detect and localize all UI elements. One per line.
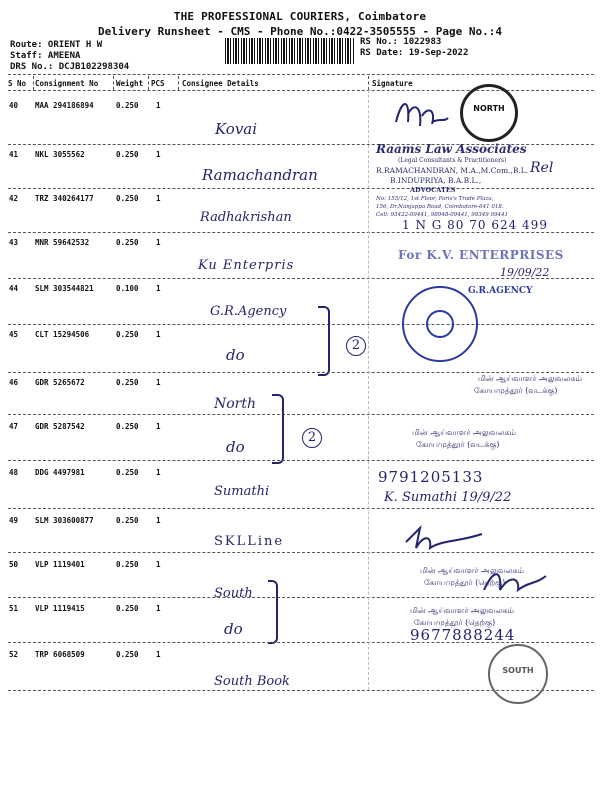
row-weight: 0.250 bbox=[116, 468, 139, 477]
law-firm-address1: No: 155/12, 1st Floor, Paris's Trade Plaza, bbox=[376, 196, 494, 202]
seal-emblem-icon bbox=[426, 310, 454, 338]
row-pcs: 1 bbox=[156, 150, 161, 159]
row-consignee: do bbox=[226, 346, 245, 364]
tamil-office-north-3: மின் ஆய்வாளர் அலுவலகம் bbox=[412, 428, 516, 437]
row-pcs: 1 bbox=[156, 604, 161, 613]
row-weight: 0.250 bbox=[116, 560, 139, 569]
row-pcs: 1 bbox=[156, 101, 161, 110]
row-weight: 0.250 bbox=[116, 604, 139, 613]
row-pcs: 1 bbox=[156, 284, 161, 293]
row-consignee: do bbox=[226, 438, 245, 456]
row-rule bbox=[8, 414, 594, 415]
tamil-office-north-1: மின் ஆய்வாளர் அலுவலகம் bbox=[478, 374, 582, 383]
col-pcs: PCS bbox=[151, 79, 165, 88]
row-consignee: South bbox=[214, 586, 253, 601]
drs-label: DRS No.: DCJB102298304 bbox=[10, 62, 130, 72]
row-rule bbox=[8, 232, 594, 233]
row-pcs: 1 bbox=[156, 378, 161, 387]
row-pcs: 1 bbox=[156, 422, 161, 431]
row-pcs: 1 bbox=[156, 560, 161, 569]
row-weight: 0.250 bbox=[116, 422, 139, 431]
barcode bbox=[225, 38, 355, 64]
row-consignment: GDR 5287542 bbox=[35, 422, 85, 431]
row-rule bbox=[8, 508, 594, 509]
rs-number: RS No.: 1022983 bbox=[360, 37, 442, 47]
row-rule bbox=[8, 188, 594, 189]
row-pcs: 1 bbox=[156, 330, 161, 339]
tamil-office-north-2: கோயமுத்தூர் (வடக்கு) bbox=[474, 386, 558, 395]
row-rule bbox=[8, 460, 594, 461]
col-weight: Weight bbox=[116, 79, 144, 88]
row-sno: 50 bbox=[9, 560, 19, 569]
signature-scribble: Rel bbox=[530, 160, 554, 176]
row-consignee: G.R.Agency bbox=[210, 304, 287, 319]
row-rule bbox=[8, 372, 594, 373]
row-consignment: TRZ 340264177 bbox=[35, 194, 94, 203]
row-sno: 49 bbox=[9, 516, 19, 525]
row-sno: 44 bbox=[9, 284, 19, 293]
law-firm-person1: R.RAMACHANDRAN, M.A.,M.Com.,B.L. bbox=[376, 166, 529, 175]
row-consignee: Kovai bbox=[215, 120, 258, 138]
row-pcs: 1 bbox=[156, 194, 161, 203]
row-consignment: MNR 59642532 bbox=[35, 238, 90, 247]
signature-scribble bbox=[402, 522, 492, 554]
col-divider bbox=[33, 76, 34, 90]
row-weight: 0.250 bbox=[116, 378, 139, 387]
tamil-office-north-4: கோயமுத்தூர் (வடக்கு) bbox=[416, 440, 500, 449]
col-divider bbox=[113, 76, 114, 90]
col-consignee: Consignee Details bbox=[182, 79, 259, 88]
table-top-rule bbox=[8, 74, 594, 75]
company-title: THE PROFESSIONAL COURIERS, Coimbatore bbox=[173, 10, 427, 23]
row-sno: 48 bbox=[9, 468, 19, 477]
grouping-bracket bbox=[272, 394, 284, 464]
handwritten-phone: 9791205133 bbox=[378, 468, 484, 486]
row-sno: 40 bbox=[9, 101, 19, 110]
row-sno: 43 bbox=[9, 238, 19, 247]
south-seal bbox=[488, 644, 548, 704]
staff-label: Staff: AMEENA bbox=[10, 51, 81, 61]
north-seal bbox=[460, 84, 518, 142]
grouping-bracket bbox=[318, 306, 330, 376]
col-divider bbox=[178, 76, 179, 90]
row-sno: 45 bbox=[9, 330, 19, 339]
col-signature: Signature bbox=[372, 79, 413, 88]
col-divider bbox=[368, 76, 369, 90]
row-consignment: SLM 303544821 bbox=[35, 284, 94, 293]
row-consignee: Sumathi bbox=[214, 484, 270, 499]
handwritten-phone: 9677888244 bbox=[410, 626, 516, 644]
law-firm-tagline: (Legal Consultants & Practitioners) bbox=[398, 157, 507, 164]
tamil-office-south-1: மின் ஆய்வாளர் அலுவலகம் bbox=[420, 566, 524, 575]
south-seal-label: SOUTH bbox=[502, 666, 534, 675]
tamil-office-south-3: மின் ஆய்வாளர் அலுவலகம் bbox=[410, 606, 514, 615]
row-sno: 51 bbox=[9, 604, 19, 613]
enterprises-stamp: For K.V. ENTERPRISES bbox=[398, 248, 564, 262]
law-firm-person2: B.INDUPRIYA, B.A.B.L., bbox=[390, 176, 482, 185]
count-annotation: 2 bbox=[346, 336, 366, 356]
law-firm-name: Raams Law Associates bbox=[376, 142, 527, 156]
row-consignment: SLM 303600877 bbox=[35, 516, 94, 525]
row-sno: 46 bbox=[9, 378, 19, 387]
handwritten-phone: 1 N G 80 70 624 499 bbox=[402, 218, 548, 232]
tamil-office-south-4: கோயமுத்தூர் (தெற்கு) bbox=[414, 618, 496, 627]
row-consignment: TRP 6068509 bbox=[35, 650, 85, 659]
row-rule bbox=[8, 552, 594, 553]
north-seal-label: NORTH bbox=[473, 104, 505, 113]
col-consignment: Consignment No bbox=[35, 79, 99, 88]
row-weight: 0.250 bbox=[116, 238, 139, 247]
signature-column-divider bbox=[368, 90, 369, 690]
row-consignment: GDR 5265672 bbox=[35, 378, 85, 387]
gr-agency-label: G.R.AGENCY bbox=[468, 286, 533, 296]
col-sno: S No bbox=[8, 79, 27, 88]
row-consignee: South Book bbox=[214, 674, 290, 689]
row-weight: 0.100 bbox=[116, 284, 139, 293]
row-rule bbox=[8, 324, 594, 325]
row-consignment: CLT 15294506 bbox=[35, 330, 90, 339]
signature-scribble bbox=[480, 560, 550, 600]
law-firm-address2: 156, Dr.Nanjappa Road, Coimbatore-641 018. bbox=[376, 204, 504, 210]
tamil-office-south-2: கோயமுத்தூர் (தெற்கு) bbox=[424, 578, 506, 587]
row-weight: 0.250 bbox=[116, 650, 139, 659]
col-divider bbox=[148, 76, 149, 90]
rs-date: RS Date: 19-Sep-2022 bbox=[360, 48, 469, 58]
row-consignee: Ku Enterpris bbox=[198, 258, 295, 273]
row-pcs: 1 bbox=[156, 516, 161, 525]
law-firm-phone: Cell: 93422-09441, 98948-09441, 99349 09441 bbox=[376, 212, 509, 218]
row-consignee: North bbox=[214, 396, 257, 412]
runsheet-subtitle: Delivery Runsheet - CMS - Phone No.:0422-3505555 - Page No.:4 bbox=[98, 25, 502, 38]
row-consignee: SKLLine bbox=[214, 534, 285, 549]
row-weight: 0.250 bbox=[116, 150, 139, 159]
row-consignee: do bbox=[224, 620, 243, 638]
row-sno: 47 bbox=[9, 422, 19, 431]
row-consignment: VLP 1119415 bbox=[35, 604, 85, 613]
count-annotation: 2 bbox=[302, 428, 322, 448]
grouping-bracket bbox=[268, 580, 278, 644]
handwritten-name: K. Sumathi 19/9/22 bbox=[384, 490, 512, 505]
row-consignee: Radhakrishan bbox=[200, 210, 292, 225]
signature-scribble bbox=[392, 92, 452, 136]
handwritten-date: 19/09/22 bbox=[500, 266, 550, 279]
route-label: Route: ORIENT H W bbox=[10, 40, 103, 50]
row-consignment: VLP 1119401 bbox=[35, 560, 85, 569]
row-weight: 0.250 bbox=[116, 330, 139, 339]
row-consignment: DDG 4497981 bbox=[35, 468, 85, 477]
row-pcs: 1 bbox=[156, 468, 161, 477]
row-pcs: 1 bbox=[156, 238, 161, 247]
row-weight: 0.250 bbox=[116, 101, 139, 110]
row-weight: 0.250 bbox=[116, 516, 139, 525]
row-sno: 52 bbox=[9, 650, 19, 659]
gr-agency-seal bbox=[402, 286, 478, 362]
row-sno: 41 bbox=[9, 150, 19, 159]
row-pcs: 1 bbox=[156, 650, 161, 659]
row-weight: 0.250 bbox=[116, 194, 139, 203]
row-sno: 42 bbox=[9, 194, 19, 203]
law-firm-role: ADVOCATES bbox=[410, 186, 456, 194]
row-consignee: Ramachandran bbox=[202, 166, 318, 184]
row-consignment: MAA 294186894 bbox=[35, 101, 94, 110]
row-consignment: NKL 3055562 bbox=[35, 150, 85, 159]
